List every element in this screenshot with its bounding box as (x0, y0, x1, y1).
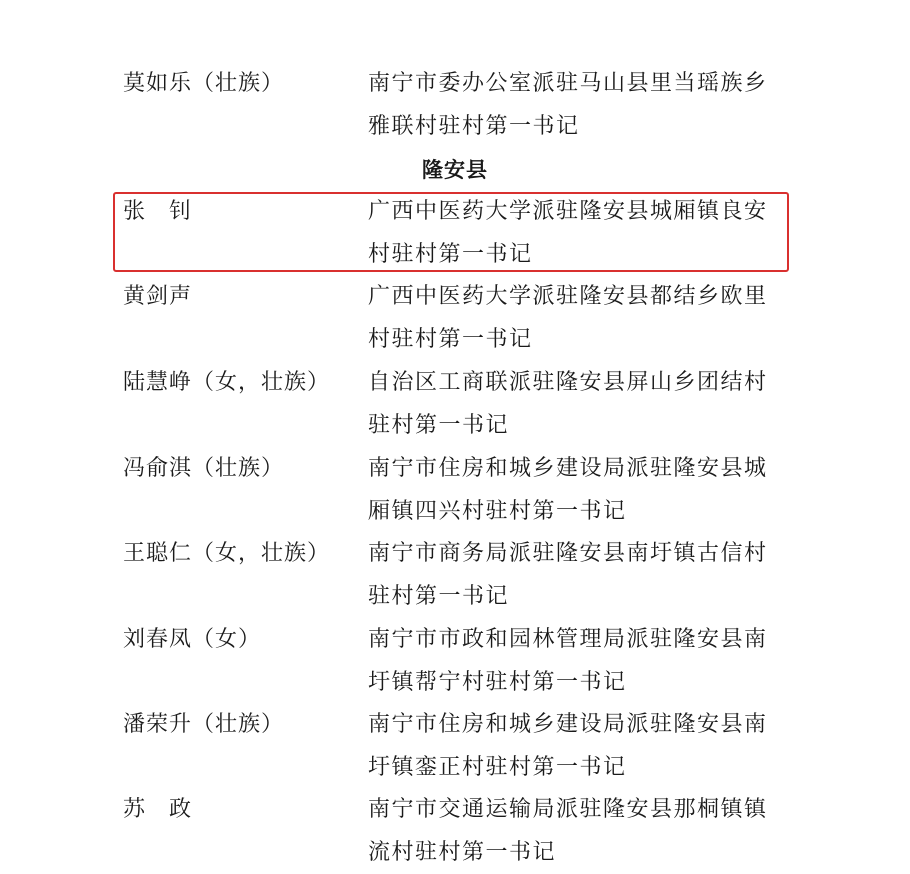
entry-post (368, 275, 788, 361)
entry-name: 刘春凤（女） (123, 627, 262, 652)
entry-post (368, 447, 788, 533)
entry-post-line: 雅联村驻村第一书记 (368, 114, 580, 139)
entry-name: 陆慧峥（女，壮族） (123, 370, 331, 395)
entry-name: 张 钊 (123, 199, 193, 224)
entry-post-line: 南宁市商务局派驻隆安县南圩镇古信村 (368, 541, 768, 566)
entry-post-line: 自治区工商联派驻隆安县屏山乡团结村 (368, 370, 768, 395)
entry-post-line: 圩镇銮正村驻村第一书记 (368, 755, 627, 780)
entry-post-line: 南宁市住房和城乡建设局派驻隆安县城 (368, 456, 768, 481)
entry-post-line: 圩镇帮宁村驻村第一书记 (368, 670, 627, 695)
entry-post-line: 村驻村第一书记 (368, 242, 533, 267)
entry-post-line: 村驻村第一书记 (368, 327, 533, 352)
entry-post-line: 南宁市市政和园林管理局派驻隆安县南 (368, 627, 768, 652)
entry-name: 莫如乐（壮族） (123, 71, 285, 96)
entry-post (368, 62, 788, 148)
entry-name: 黄剑声 (123, 284, 193, 309)
entry-name: 苏 政 (123, 797, 193, 822)
entry-post-line: 厢镇四兴村驻村第一书记 (368, 499, 627, 524)
entry-post (368, 703, 788, 789)
entry-post-line: 南宁市住房和城乡建设局派驻隆安县南 (368, 712, 768, 737)
entry-post-line: 驻村第一书记 (368, 584, 510, 609)
entry-post (368, 190, 788, 276)
entry-post (368, 532, 788, 618)
entry-name: 王聪仁（女，壮族） (123, 541, 331, 566)
entry-post-line: 广西中医药大学派驻隆安县城厢镇良安 (368, 199, 768, 224)
entry-name: 冯俞淇（壮族） (123, 456, 285, 481)
entry-post-line: 广西中医药大学派驻隆安县都结乡欧里 (368, 284, 768, 309)
entry-post (368, 618, 788, 704)
entry-post (368, 361, 788, 447)
entry-post-line: 南宁市委办公室派驻马山县里当瑶族乡 (368, 71, 768, 96)
entry-post (368, 788, 788, 874)
entry-name: 潘荣升（壮族） (123, 712, 285, 737)
entry-post-line: 南宁市交通运输局派驻隆安县那桐镇镇 (368, 797, 768, 822)
entry-post-line: 流村驻村第一书记 (368, 840, 557, 865)
entry-post-line: 驻村第一书记 (368, 413, 510, 438)
county-heading: 隆安县 (422, 158, 488, 182)
